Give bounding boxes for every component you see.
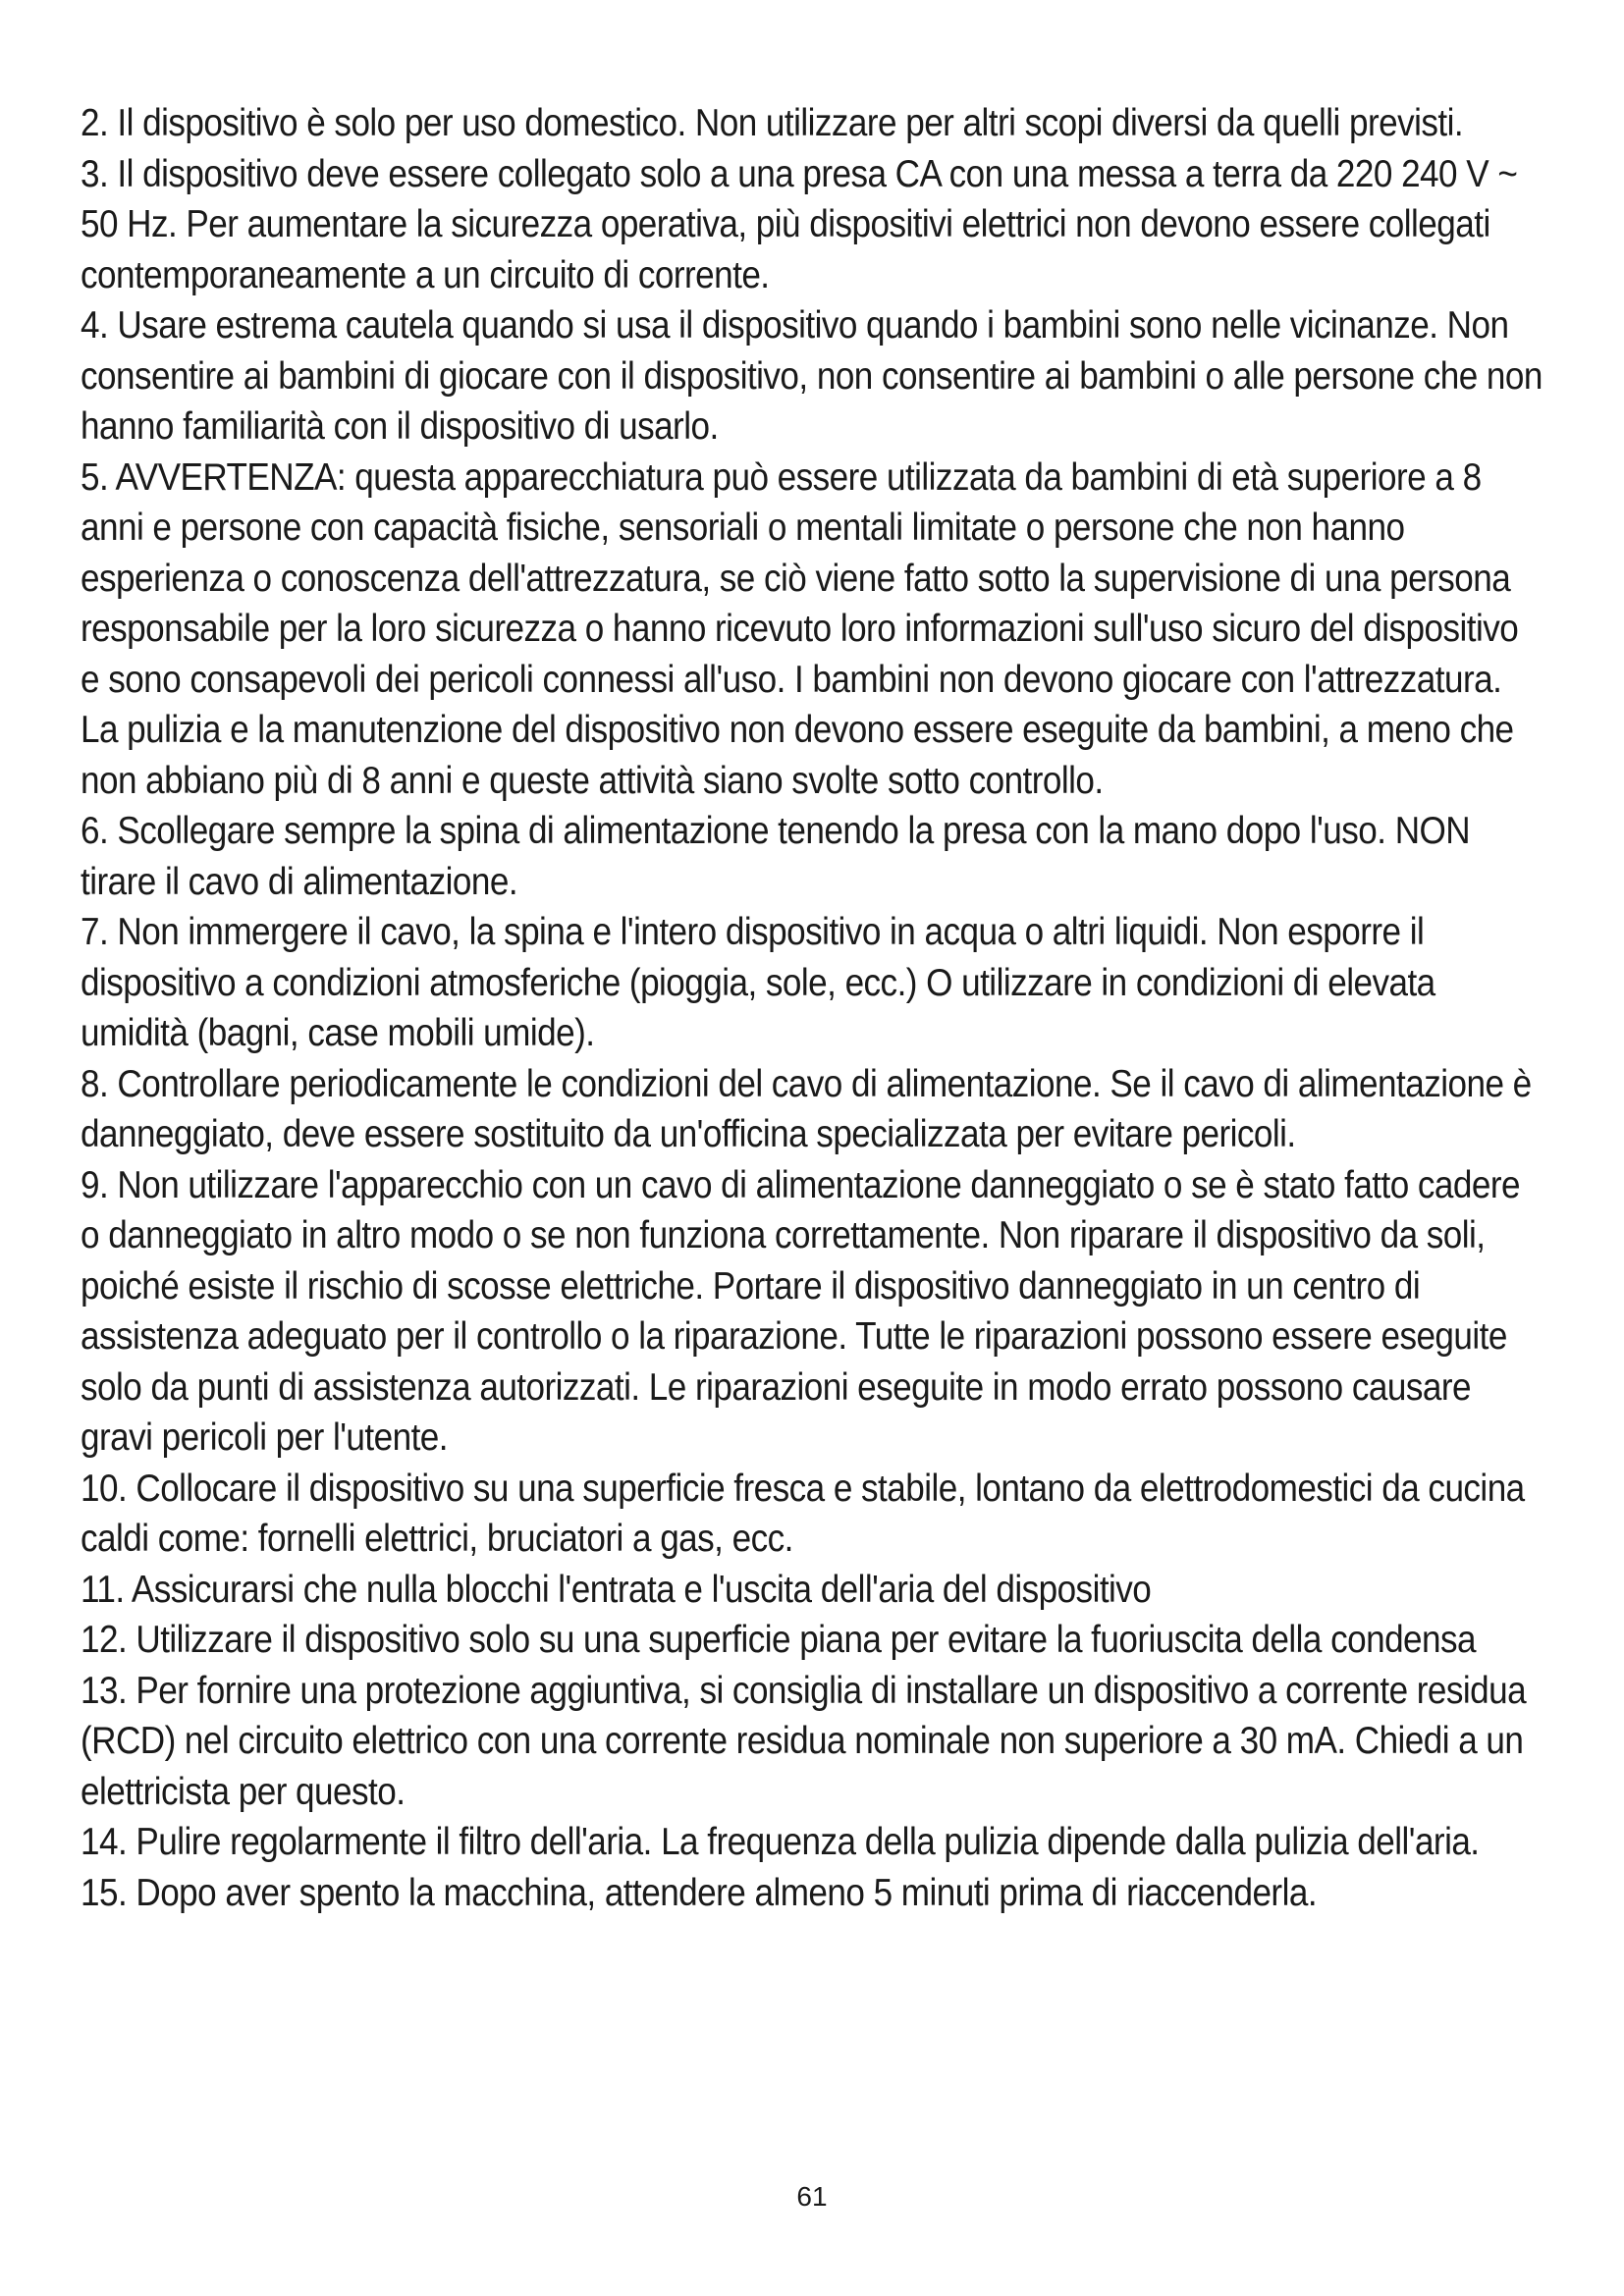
instruction-item-5: 5. AVVERTENZA: questa apparecchiatura può essere utilizzata da bambini di età superiore a 8 anni e persone con capacità fisiche, sensoriali o mentali limitate o persone che non hanno esperienza o conoscenza dell'attrezzatura, se ciò viene fatto sotto la supervisione di una persona responsabile per la loro sicurezza o hanno ricevuto loro informazioni sull'uso sicuro del dispositivo e sono consapevoli dei pericoli connessi all'uso. I bambini non devono giocare con l'attrezzatura. La pulizia e la manutenzione del dispositivo non devono essere eseguite da bambini, a meno che non abbiano più di 8 anni e queste attività siano svolte sotto controllo.: [81, 455, 1519, 802]
instruction-item-13: 13. Per fornire una protezione aggiuntiva, si consiglia di installare un dispositivo a corrente residua (RCD) nel circuito elettrico con una corrente residua nominale non superiore a 30 mA. Chiedi a un elettricista per questo.: [81, 1669, 1527, 1813]
safety-instructions-list: [81, 98, 1543, 1918]
instruction-item-8: 8. Controllare periodicamente le condizioni del cavo di alimentazione. Se il cavo di alimentazione è danneggiato, deve essere sostituito da un'officina specializzata per evitare pericoli.: [81, 1062, 1532, 1155]
instruction-item-2: 2. Il dispositivo è solo per uso domestico. Non utilizzare per altri scopi diversi da quelli previsti.: [81, 102, 1464, 144]
instruction-item-9: 9. Non utilizzare l'apparecchio con un cavo di alimentazione danneggiato o se è stato fatto cadere o danneggiato in altro modo o se non funziona correttamente. Non riparare il dispositivo da soli, poiché esiste il rischio di scosse elettriche. Portare il dispositivo danneggiato in un centro di assistenza adeguato per il controllo o la riparazione. Tutte le riparazioni possono essere eseguite solo da punti di assistenza autorizzati. Le riparazioni eseguite in modo errato possono causare gravi pericoli per l'utente.: [81, 1163, 1521, 1459]
instruction-item-10: 10. Collocare il dispositivo su una superficie fresca e stabile, lontano da elettrodomestici da cucina caldi come: fornelli elettrici, bruciatori a gas, ecc.: [81, 1467, 1525, 1560]
instruction-item-4: 4. Usare estrema cautela quando si usa il dispositivo quando i bambini sono nelle vicinanze. Non consentire ai bambini di giocare con il dispositivo, non consentire ai bambini o alle persone che non hanno familiarità con il dispositivo di usarlo.: [81, 304, 1543, 448]
instruction-item-12: 12. Utilizzare il dispositivo solo su una superficie piana per evitare la fuoriuscita della condensa: [81, 1619, 1477, 1661]
page-number: 61: [796, 2181, 828, 2212]
instruction-item-15: 15. Dopo aver spento la macchina, attendere almeno 5 minuti prima di riaccenderla.: [81, 1871, 1318, 1914]
instruction-item-14: 14. Pulire regolarmente il filtro dell'aria. La frequenza della pulizia dipende dalla pulizia dell'aria.: [81, 1821, 1480, 1863]
instruction-item-6: 6. Scollegare sempre la spina di alimentazione tenendo la presa con la mano dopo l'uso. NON tirare il cavo di alimentazione.: [81, 810, 1471, 903]
instruction-item-11: 11. Assicurarsi che nulla blocchi l'entrata e l'uscita dell'aria del dispositivo: [81, 1568, 1152, 1611]
instruction-item-7: 7. Non immergere il cavo, la spina e l'intero dispositivo in acqua o altri liquidi. Non esporre il dispositivo a condizioni atmosferiche (pioggia, sole, ecc.) O utilizzare in condizioni di elevata umidità (bagni, case mobili umide).: [81, 911, 1435, 1054]
instruction-item-3: 3. Il dispositivo deve essere collegato solo a una presa CA con una messa a terra da 220 240 V ~ 50 Hz. Per aumentare la sicurezza operativa, più dispositivi elettrici non devono essere collegati contemporaneamente a un circuito di corrente.: [81, 152, 1518, 296]
